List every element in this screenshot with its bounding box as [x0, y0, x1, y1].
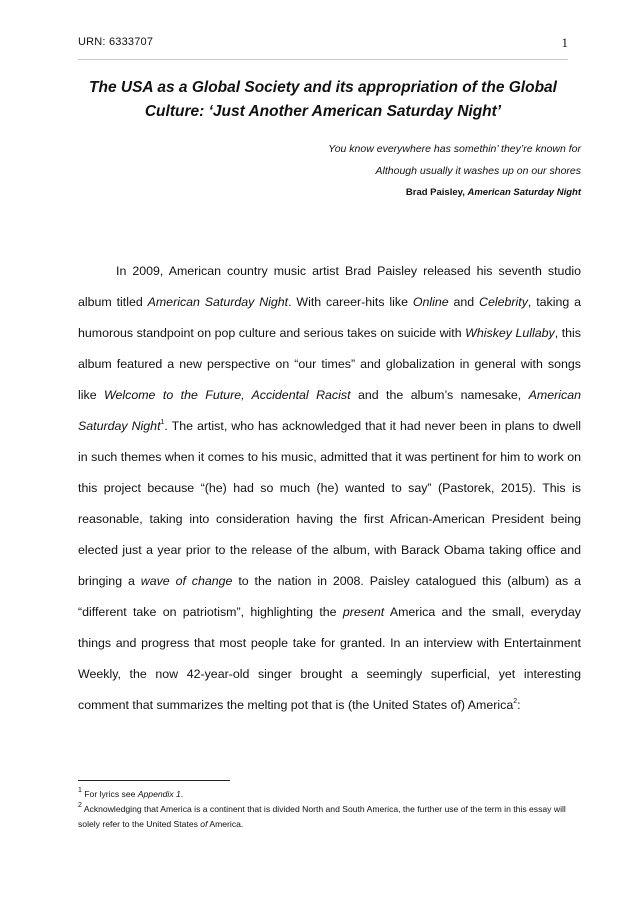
- footnote-1: [78, 787, 581, 802]
- text-run: , taking a humorous standpoint on pop culture and serious takes on suicide with: [78, 295, 581, 340]
- text-run: and: [448, 295, 480, 309]
- song-title: Celebrity: [479, 295, 528, 309]
- text-run: . With career-hits like: [288, 295, 413, 309]
- text-run: :: [517, 698, 521, 712]
- page-number: 1: [561, 35, 568, 50]
- epigraph-line-2: Although usually it washes up on our shores: [375, 165, 581, 177]
- song-title: Welcome to the Future, Accidental Racist: [104, 388, 351, 402]
- text-run: . The artist, who has acknowledged that it had never been in plans to dwell in such themes when it comes to his music, admitted that it was pertinent for him to work on this project because “(he) had so much (he) wanted to say” (Pastorek, 2015). This is reasonable, taking into consideration having the first African-American President being elected just a year prior to the release of the album, with Barack Obama taking office and bringing a: [78, 419, 581, 588]
- song-title: American Saturday Night: [78, 388, 581, 433]
- body-paragraph: [78, 256, 581, 721]
- footnote-ref-2[interactable]: 2: [513, 697, 518, 705]
- body-text: [78, 256, 581, 721]
- page-header: [78, 36, 568, 56]
- text-run: America and the small, everyday things and progress that most people take for granted. In an interview with Entertainment Weekly, the now 42-year-old singer brought a seemingly superficial, yet interesting comment that summarizes the melting pot that is (the United States of) America: [78, 605, 581, 712]
- footnote-text: .: [180, 789, 184, 799]
- text-run: and the album’s namesake,: [350, 388, 529, 402]
- footnote-mark: 1: [78, 787, 82, 795]
- song-title: Online: [412, 295, 449, 309]
- footnotes: [78, 787, 581, 832]
- song-title: Whiskey Lullaby: [465, 326, 555, 340]
- title-line-2: Culture: ‘Just Another American Saturday Night’: [144, 103, 502, 120]
- title-line-1: The USA as a Global Society and its appropriation of the Global: [89, 79, 557, 96]
- footnote-text: Acknowledging that America is a continent that is divided North and South America, the further use of the term in this essay will solely refer to the United States: [78, 804, 566, 829]
- footnote-divider: [78, 780, 230, 781]
- emphasis: present: [342, 605, 385, 619]
- footnote-text: For lyrics see: [81, 789, 138, 799]
- epigraph-line-1: You know everywhere has somethin’ they’re known for: [328, 143, 581, 155]
- footnote-2: [78, 802, 581, 832]
- epigraph-credit: [250, 182, 581, 204]
- emphasis: wave of change: [140, 574, 233, 588]
- text-run: , this album featured a new perspective on “our times” and globalization in general with songs like: [78, 326, 581, 402]
- footnote-ref-1[interactable]: 1: [160, 418, 165, 426]
- essay-title: [78, 76, 568, 124]
- urn-label: URN: 6333707: [78, 36, 154, 48]
- emphasis: of: [200, 819, 208, 829]
- epigraph-author: Brad Paisley,: [405, 187, 468, 198]
- footnote-mark: 2: [78, 802, 82, 810]
- epigraph-song: American Saturday Night: [467, 187, 581, 198]
- footnote-text: America.: [207, 819, 244, 829]
- album-title: American Saturday Night: [147, 295, 289, 309]
- epigraph: [250, 138, 581, 204]
- text-run: In 2009, American country music artist Brad Paisley released his seventh studio album titled: [78, 264, 581, 309]
- appendix-reference: Appendix 1: [137, 789, 181, 799]
- text-run: to the nation in 2008. Paisley catalogued this (album) as a “different take on patriotism”, highlighting the: [78, 574, 582, 619]
- header-divider: [78, 59, 568, 60]
